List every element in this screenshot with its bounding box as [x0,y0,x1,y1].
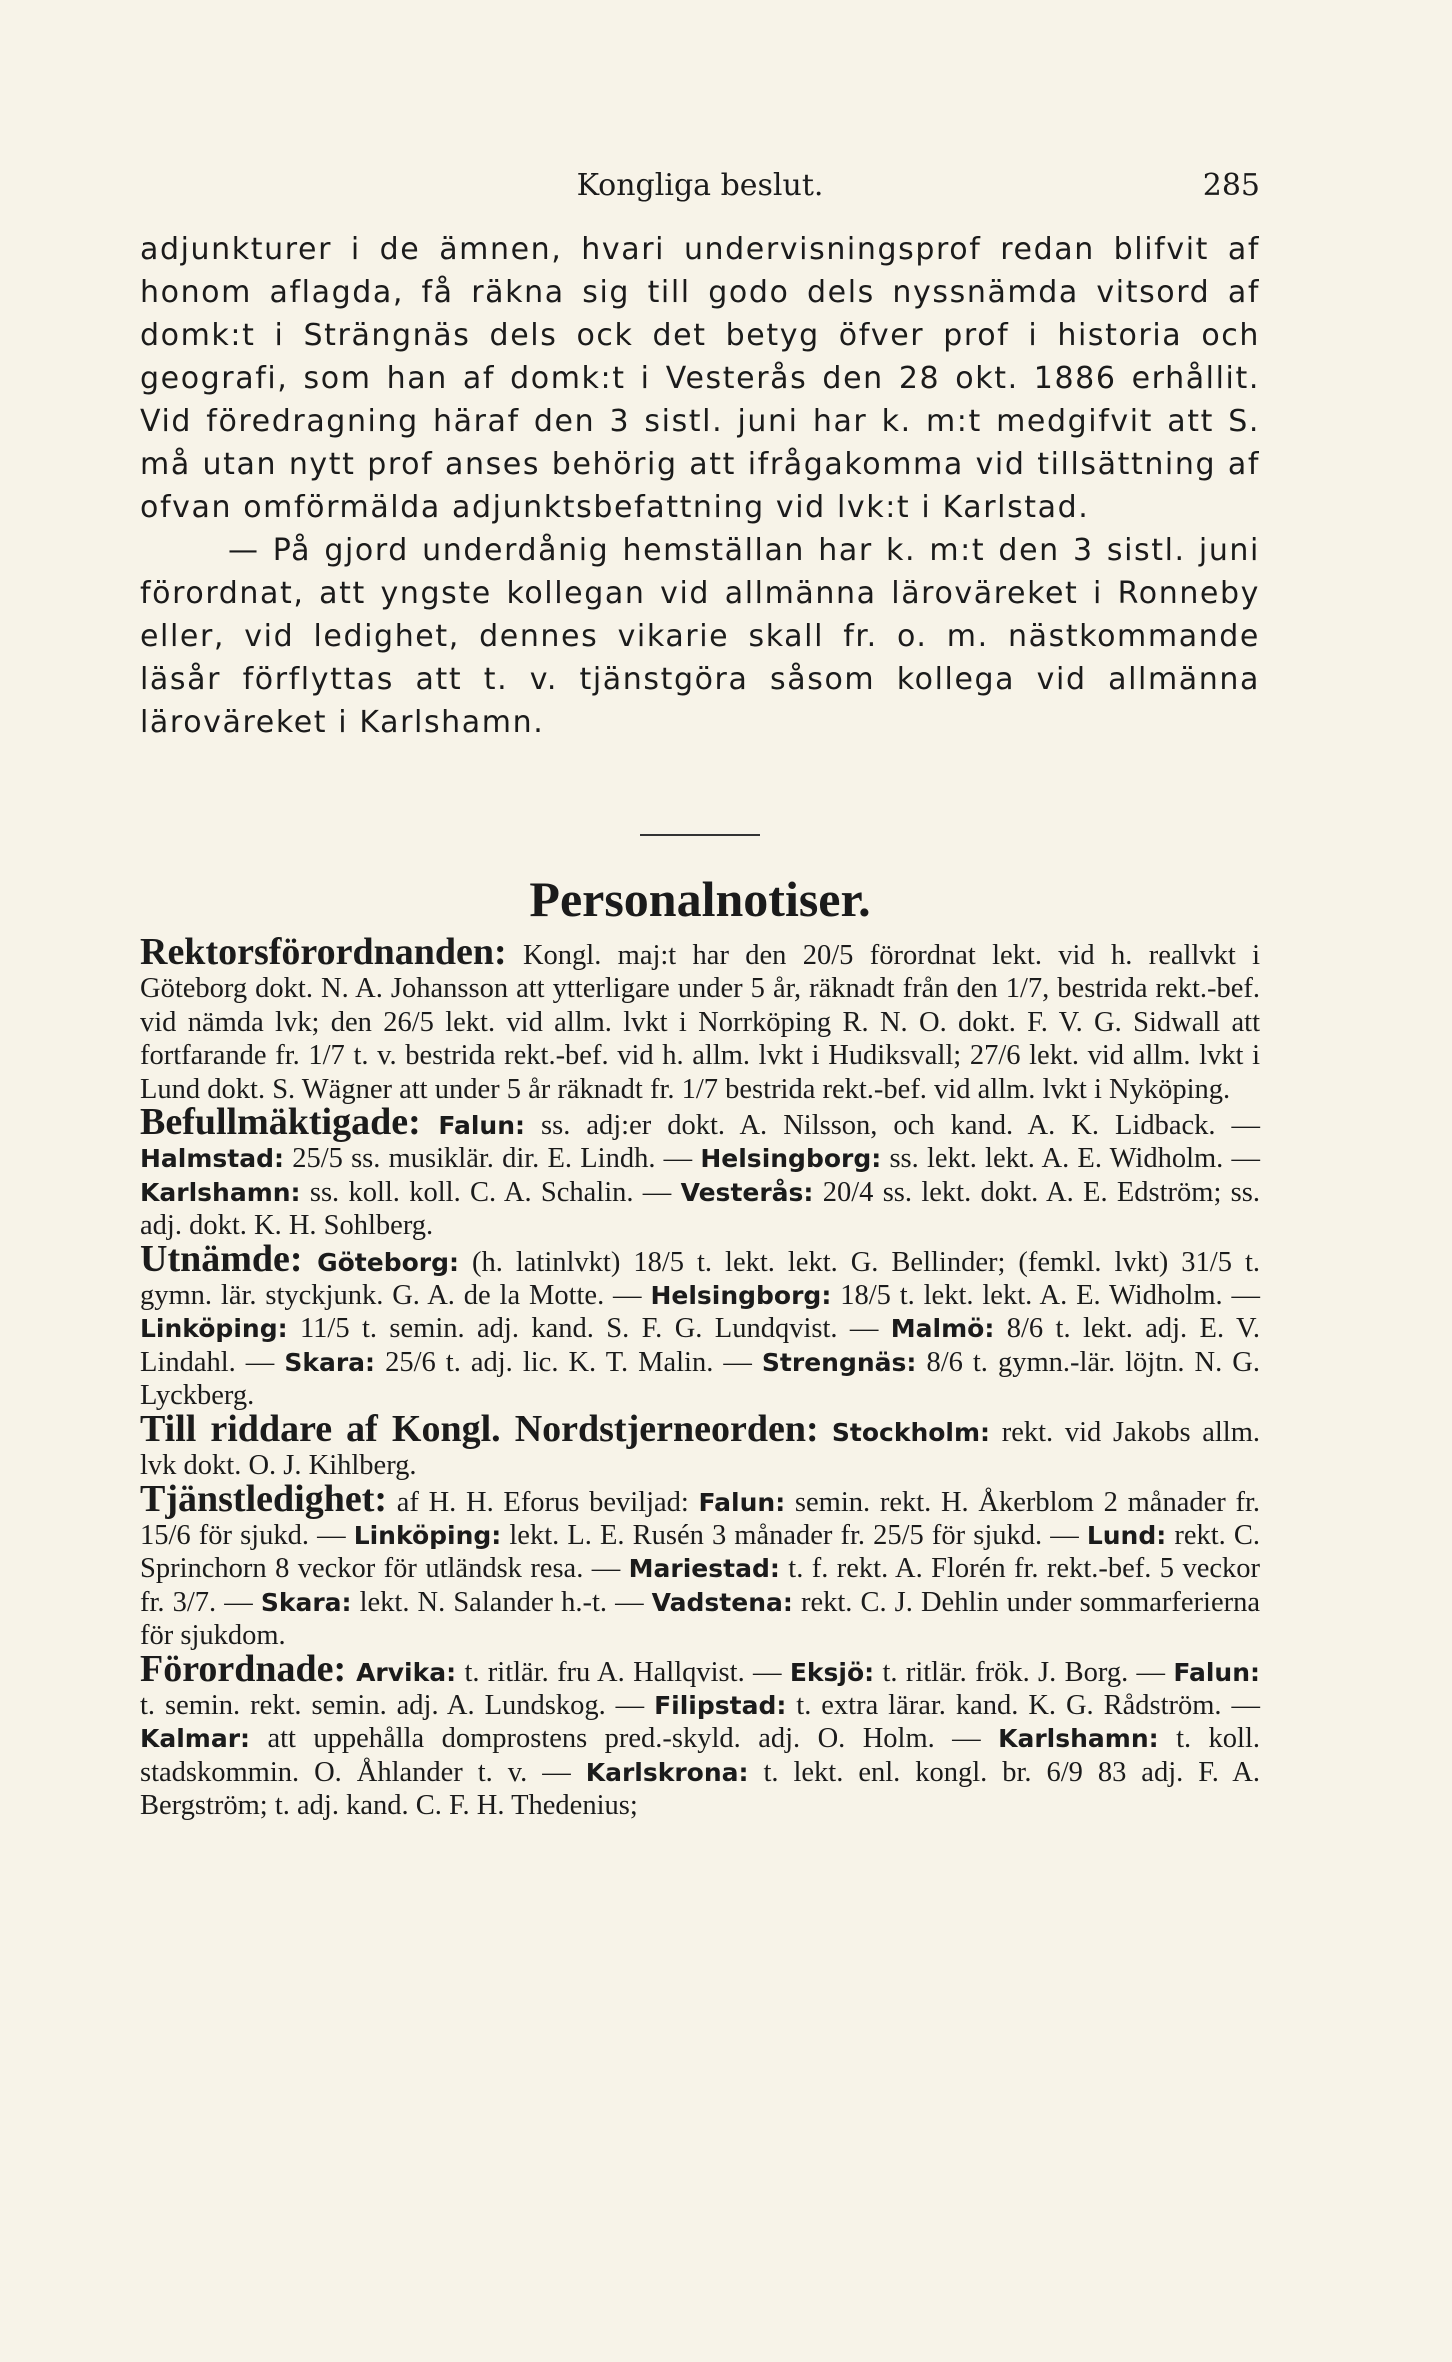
notice-heading: Till riddare af Kongl. Nordstjerneorden: [140,1407,819,1450]
notice-text: Kongl. maj:t har den 20/5 förordnat lekt. vid h. reallvkt i Göteborg dokt. N. A. Johansson att ytterligare under 5 år, räknadt från den 1/7, bestrida rekt.-bef. vid nämda lvk; den 26/5 lekt. vid allm. lvkt i Norrköping R. N. O. dokt. F. V. G. Sidwall att fortfarande fr. 1/7 t. v. bestrida rekt.-bef. vid h. allm. lvkt i Hudiksvall; 27/6 lekt. vid allm. lvkt i Lund dokt. S. Wägner att under 5 år räknadt fr. 1/7 bestrida rekt.-bef. vid allm. lvkt i Nyköping. [140,940,1260,1105]
notices-list [140,931,1260,1823]
notice-text: 11/5 t. semin. adj. kand. S. F. G. Lundqvist. — [287,1313,891,1345]
notice-text: (h. latinlvkt) 18/5 t. lekt. lekt. G. Bellinder; (femkl. lvkt) 31/5 t. gymn. lär. styckjunk. G. A. de la Motte. — [140,1246,1260,1312]
place-name: Helsingborg: [700,1144,882,1174]
place-name: Lund: [1086,1520,1167,1550]
notice-heading: Befullmäktigade: [140,1101,421,1144]
page-header [140,168,1260,212]
notice-text: att uppehålla domprostens pred.-skyld. adj. O. Holm. — [250,1723,999,1755]
notice-text: ss. lekt. lekt. A. E. Widholm. — [881,1143,1260,1175]
notice-heading: Rektorsförordnanden: [140,931,507,973]
place-name: Mariestad: [628,1554,780,1584]
notice-text: lekt. N. Salander h.-t. — [351,1586,652,1618]
notice-heading: Utnämde: [140,1237,303,1280]
place-name: Malmö: [890,1314,995,1344]
place-name: Kalmar: [140,1724,251,1754]
running-head: Kongliga beslut. [576,168,824,203]
notice-text: t. semin. rekt. semin. adj. A. Lundskog. — [140,1689,655,1721]
notice-text: t. ritlär. frök. J. Borg. — [874,1656,1174,1688]
notice-paragraph [140,1237,1260,1413]
place-name: Falun: [1173,1657,1260,1687]
notice-text: rekt. C. J. Dehlin under sommarferierna för sjukdom. [140,1586,1260,1652]
notice-text: 8/6 t. gymn.-lär. löjtn. N. G. Lyckberg. [140,1346,1260,1412]
place-name: Karlshamn: [140,1177,301,1207]
section-title: Personalnotiser. [529,871,871,927]
place-name: Halmstad: [140,1144,285,1174]
paragraph: — På gjord underdånig hemställan har k. m:t den 3 sistl. juni förordnat, att yngste kollegan vid allmänna läroväreket i Ronneby eller, vid ledighet, dennes vikarie skall fr. o. m. nästkommande läsår förflyttas att t. v. tjänstgöra såsom kollega vid allmänna läroväreket i Karlshamn. [140,533,1260,740]
notice-heading: Tjänstledighet: [140,1477,387,1520]
notice-paragraph [140,1407,1260,1483]
notice-paragraph [140,931,1260,1106]
notice-text: 20/4 ss. lekt. dokt. A. E. Edström; ss. adj. dokt. K. H. Sohlberg. [140,1176,1260,1242]
notice-text: rekt. vid Jakobs allm. lvk dokt. O. J. Kihlberg. [140,1416,1260,1482]
notice-text: ss. koll. koll. C. A. Schalin. — [300,1176,681,1208]
notice-text: rekt. C. Sprinchorn 8 veckor för utländsk resa. — [140,1519,1260,1585]
place-name: Stockholm: [818,1417,991,1447]
place-name: Göteborg: [302,1247,460,1277]
place-name: Karlshamn: [998,1724,1159,1754]
place-name: Vesterås: [680,1177,814,1207]
notice-text: 8/6 t. lekt. adj. E. V. Lindahl. — [140,1313,1260,1378]
notice-text: t. f. rekt. A. Florén fr. rekt.-bef. 5 veckor fr. 3/7. — [140,1553,1260,1618]
place-name: Skara: [284,1347,376,1377]
notice-text: t. koll. stadskommin. O. Åhlander t. v. — [140,1723,1260,1788]
section-divider [640,834,760,836]
notice-text: lekt. L. E. Rusén 3 månader fr. 25/5 för sjukd. — [501,1519,1087,1551]
notice-text: af H. H. Eforus beviljad: [387,1486,699,1518]
place-name: Strengnäs: [761,1347,917,1377]
place-name: Eksjö: [789,1657,875,1687]
notice-text: 18/5 t. lekt. lekt. A. E. Widholm. — [831,1280,1260,1312]
notice-heading: Förordnade: [140,1647,347,1690]
place-name: Filipstad: [654,1690,787,1720]
place-name: Karlskrona: [585,1757,749,1787]
place-name: Linköping: [353,1520,502,1550]
place-name: Falun: [698,1487,786,1517]
notice-paragraph [140,1101,1260,1243]
place-name: Arvika: [346,1657,457,1687]
notice-text: t. lekt. enl. kongl. br. 6/9 83 adj. F. A. Bergström; t. adj. kand. C. F. H. Thedenius; [140,1756,1260,1822]
paragraph: adjunkturer i de ämnen, hvari undervisningsprof redan blifvit af honom aflagda, få räkna sig till godo dels nyssnämda vitsord af domk:t i Strängnäs dels ock det betyg öfver prof i historia och geografi, som han af domk:t i Vesterås den 28 okt. 1886 erhållit. Vid föredragning häraf den 3 sistl. juni har k. m:t medgifvit att S. må utan nytt prof anses behörig att ifrågakomma vid tillsättning af ofvan omförmälda adjunktsbefattning vid lvk:t i Karlstad. [140,232,1260,525]
notice-text: 25/6 t. adj. lic. K. T. Malin. — [375,1346,762,1378]
notice-paragraph [140,1647,1260,1823]
notice-text: 25/5 ss. musiklär. dir. E. Lindh. — [284,1143,701,1175]
notice-paragraph [140,1477,1260,1653]
place-name: Helsingborg: [650,1281,832,1311]
notice-text: t. ritlär. fru A. Hallqvist. — [456,1656,790,1688]
notice-text: ss. adj:er dokt. A. Nilsson, och kand. A. K. Lidback. — [525,1110,1260,1142]
place-name: Skara: [260,1587,352,1617]
place-name: Vadstena: [651,1587,793,1617]
place-name: Falun: [420,1111,526,1141]
notice-text: semin. rekt. H. Åkerblom 2 månader fr. 15/6 för sjukd. — [140,1486,1260,1551]
place-name: Linköping: [140,1314,288,1344]
page-number: 285 [1202,168,1260,203]
notice-text: t. extra lärar. kand. K. G. Rådström. — [786,1689,1260,1721]
page-body [140,228,1260,1823]
